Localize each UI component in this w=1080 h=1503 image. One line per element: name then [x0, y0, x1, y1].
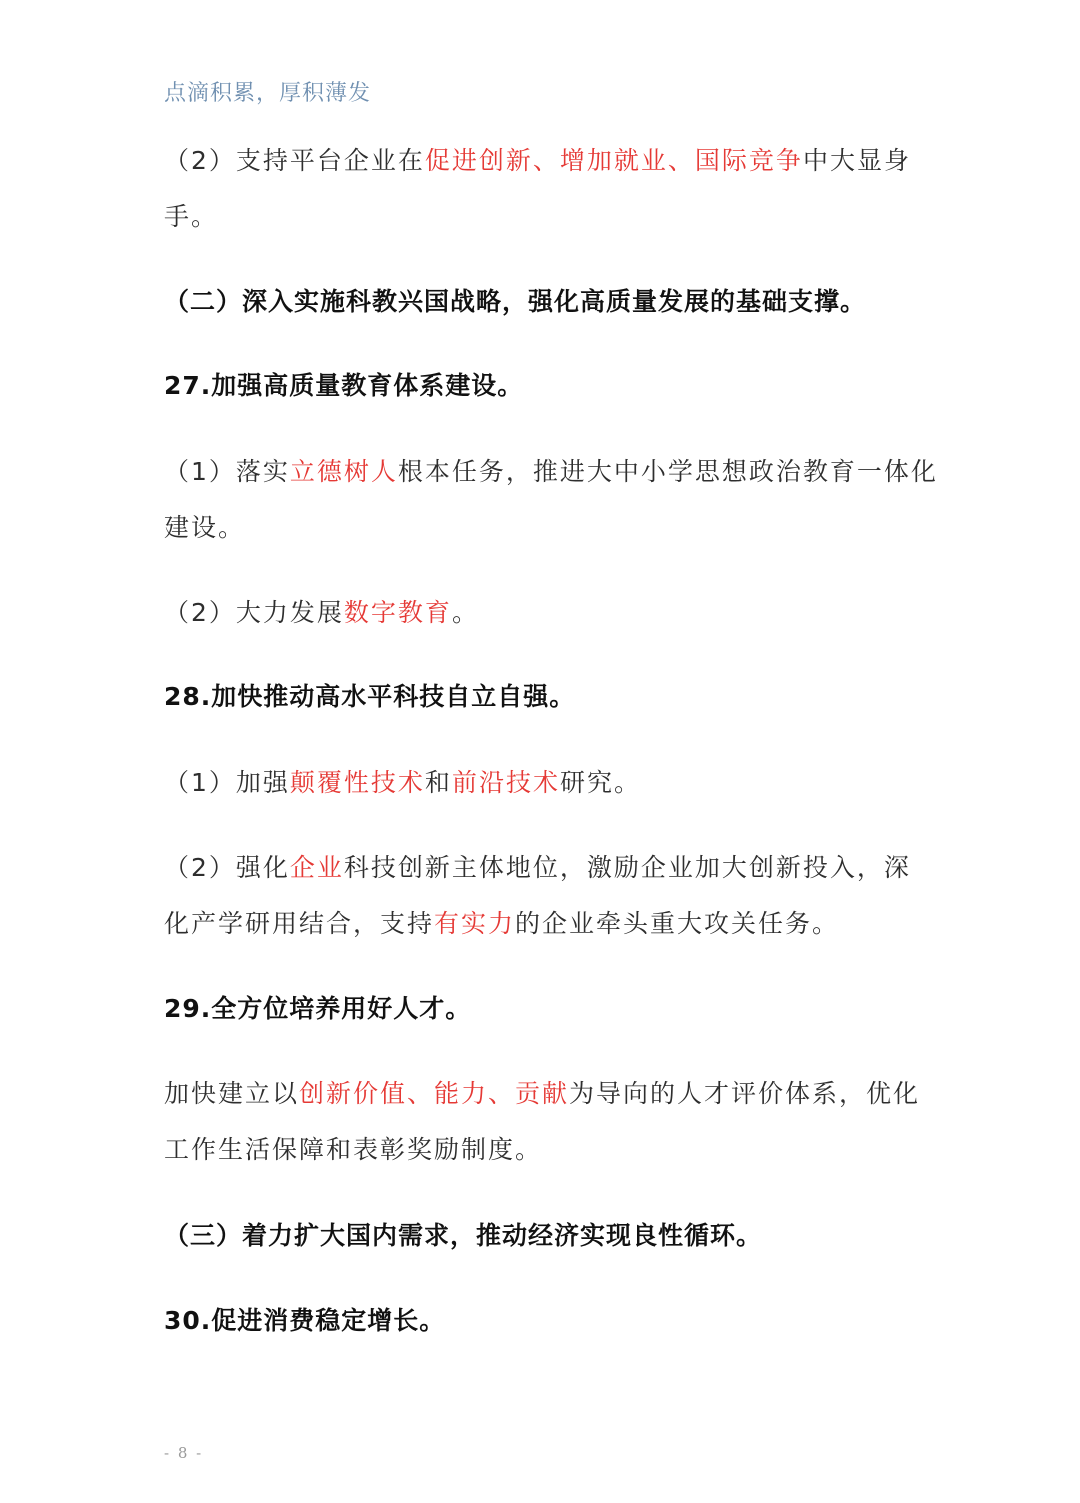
- paragraph-27-2: [164, 596, 479, 630]
- text-segment: （1）加强: [164, 768, 290, 797]
- text-segment: 科技创新主体地位，激励企业加大创新投入，深: [343, 853, 911, 882]
- paragraph-27-1-line2: 建设。: [164, 513, 246, 542]
- paragraph-platform-enterprise-line1: [164, 144, 911, 178]
- highlight-text: 数字教育: [343, 598, 452, 627]
- paragraph-platform-enterprise-line2: 手。: [164, 202, 219, 231]
- text-segment: 和: [424, 768, 452, 797]
- highlight-text: 立德树人: [289, 457, 398, 486]
- paragraph-29-line1: [164, 1077, 920, 1111]
- highlight-text: 颠覆性技术: [289, 768, 425, 797]
- highlight-text: 有实力: [434, 909, 516, 938]
- paragraph-28-2-line1: [164, 851, 911, 885]
- item-heading-29: 29.全方位培养用好人才。: [164, 994, 472, 1023]
- text-segment: 。: [451, 598, 479, 627]
- text-segment: （2）大力发展: [164, 598, 344, 627]
- highlight-text: 前沿技术: [451, 768, 560, 797]
- paragraph-27-1-line1: [164, 455, 938, 489]
- text-segment: （1）落实: [164, 457, 290, 486]
- text-segment: 中大显身: [802, 146, 911, 175]
- page-number: - 8 -: [164, 1444, 204, 1462]
- text-segment: 化产学研用结合，支持: [164, 909, 435, 938]
- text-segment: 的企业牵头重大攻关任务。: [515, 909, 840, 938]
- highlight-text: 创新价值、能力、贡献: [299, 1079, 570, 1108]
- section-heading-2: （二）深入实施科教兴国战略，强化高质量发展的基础支撑。: [164, 287, 867, 316]
- text-segment: （2）支持平台企业在: [164, 146, 425, 175]
- item-heading-28: 28.加快推动高水平科技自立自强。: [164, 682, 576, 711]
- text-segment: （2）强化: [164, 853, 290, 882]
- text-segment: 研究。: [559, 768, 641, 797]
- highlight-text: 促进创新、增加就业、国际竞争: [424, 146, 803, 175]
- item-heading-30: 30.促进消费稳定增长。: [164, 1306, 446, 1335]
- text-segment: 根本任务，推进大中小学思想政治教育一体化: [397, 457, 938, 486]
- paragraph-29-line2: 工作生活保障和表彰奖励制度。: [164, 1135, 543, 1164]
- text-segment: 加快建立以: [164, 1079, 300, 1108]
- section-heading-3: （三）着力扩大国内需求，推动经济实现良性循环。: [164, 1221, 763, 1250]
- item-heading-27: 27.加强高质量教育体系建设。: [164, 371, 524, 400]
- page-header-slogan: 点滴积累，厚积薄发: [164, 81, 372, 106]
- highlight-text: 企业: [289, 853, 344, 882]
- paragraph-28-2-line2: [164, 907, 839, 941]
- text-segment: 为导向的人才评价体系，优化: [569, 1079, 921, 1108]
- paragraph-28-1: [164, 766, 641, 800]
